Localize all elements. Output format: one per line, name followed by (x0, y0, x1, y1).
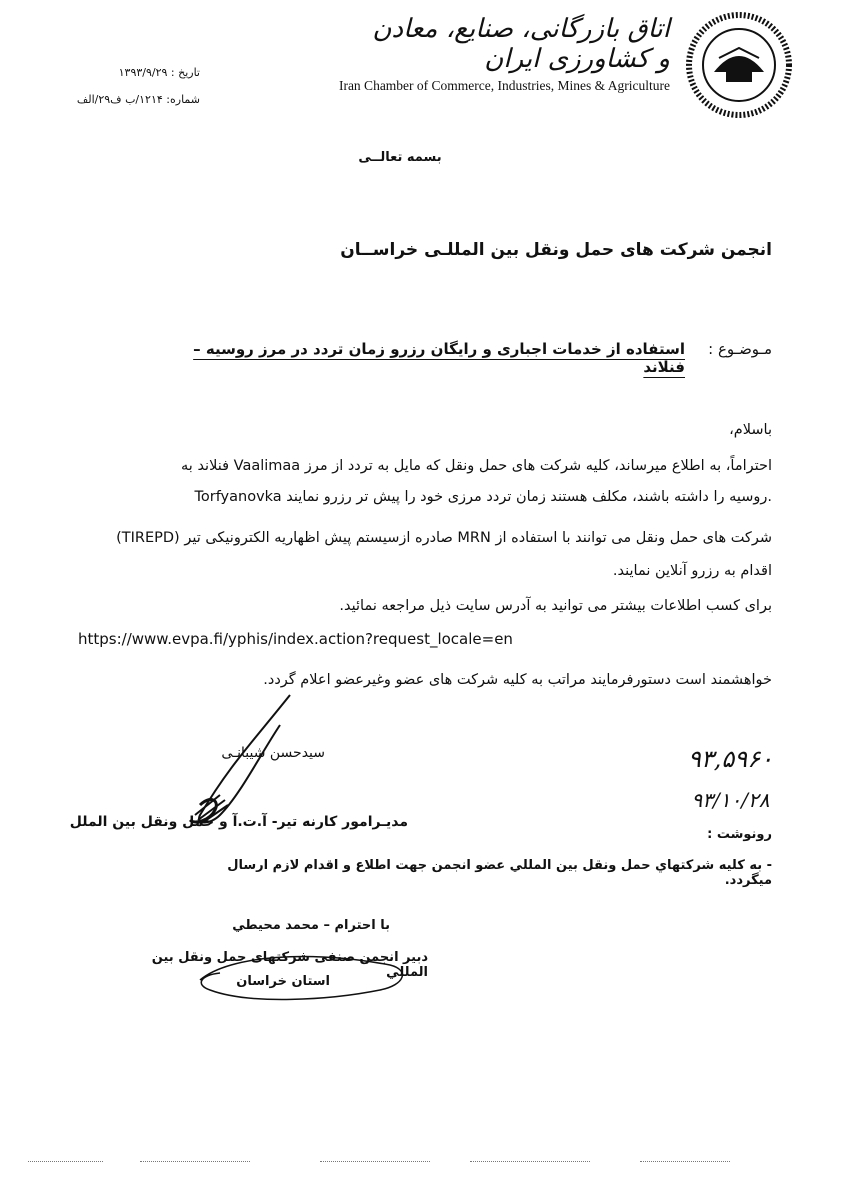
closing-request: خواهشمند است دستورفرمایند مراتب به کلیه شرکت های عضو وغیرعضو اعلام گردد. (263, 672, 772, 688)
paragraph-2-line-2: اقدام به رزرو آنلاین نمایند. (612, 563, 772, 579)
date-label: تاریخ : (170, 66, 200, 79)
handwritten-registration-number: ۹۳,۵۹۶۰ (688, 745, 773, 773)
paragraph-1-line-2: Torfyanovka روسیه را داشته باشند، مکلف هستند زمان تردد مرزی خود را پیش تر رزرو نمایند. (194, 489, 772, 505)
paragraph-1-line-1: احتراماً، به اطلاع میرساند، کلیه شرکت های حمل ونقل که مایل به تردد از مرز Vaalimaa فنلاند به (181, 458, 772, 474)
sender-signature-scribble (190, 945, 420, 1015)
subject-label: مـوضـوع : (708, 340, 772, 358)
footer-rule-2 (140, 1161, 250, 1162)
reference-url[interactable]: https://www.evpa.fi/yphis/index.action?request_locale=en (78, 630, 513, 648)
letterhead-org-name-en: Iran Chamber of Commerce, Industries, Mines & Agriculture (338, 78, 670, 93)
paragraph-2-line-1: شرکت های حمل ونقل می توانند با استفاده از MRN صادره ازسیستم پیش اظهاریه الکترونیکی تیر (TIREPD) (116, 530, 772, 546)
cc-label: رونوشت : (707, 827, 772, 842)
letter-date (55, 66, 200, 79)
signatory-title: مدیـرامور کارنه تیر- آ.ت.آ و حمل ونقل بین الملل (69, 814, 408, 830)
letterhead-org-name-fa: اتاق بازرگانی، صنایع، معادن و کشاورزی ایران (372, 14, 670, 74)
footer-rule-4 (470, 1161, 590, 1162)
cc-text: - به کلیه شرکتهاي حمل ونقل بین المللي عضو انجمن جهت اطلاع و اقدام لازم ارسال میگردد. (227, 858, 772, 888)
subject-text: استفاده از خدمات اجباری و رایگان رزرو زمان تردد در مرز روسیه – فنلاند (193, 340, 685, 376)
footer-rule-1 (28, 1161, 103, 1162)
salutation: باسلام، (729, 422, 772, 438)
sender-title-line-2: استان خراسان (236, 974, 330, 989)
letter-number (55, 93, 200, 106)
footer-rule-3 (320, 1161, 430, 1162)
recipient: انجمن شرکت های حمل ونقل بین المللـی خراســان (340, 240, 772, 260)
footer-rule-5 (640, 1161, 730, 1162)
sender-title-line-1: دبیر انجمن صنفی شرکتهای حمل ونقل بین المللي (151, 950, 428, 980)
basmala: بسمه تعالــی (358, 150, 442, 165)
number-label: شماره: (166, 93, 200, 106)
handwritten-date: ۹۳/۱۰/۲۸ (691, 788, 770, 812)
number-value: ۱۲۱۴/ب ف۲۹/الف (76, 93, 163, 106)
paragraph-3: برای کسب اطلاعات بیشتر می توانید به آدرس سایت ذیل مراجعه نمائید. (339, 598, 772, 614)
chamber-seal-logo (684, 10, 794, 120)
signatory-name: سیدحسن شیبانـی (221, 745, 325, 761)
date-value: ۱۳۹۳/۹/۲۹ (118, 66, 168, 79)
sender-regards: با احترام – محمد محیطي (232, 918, 390, 933)
